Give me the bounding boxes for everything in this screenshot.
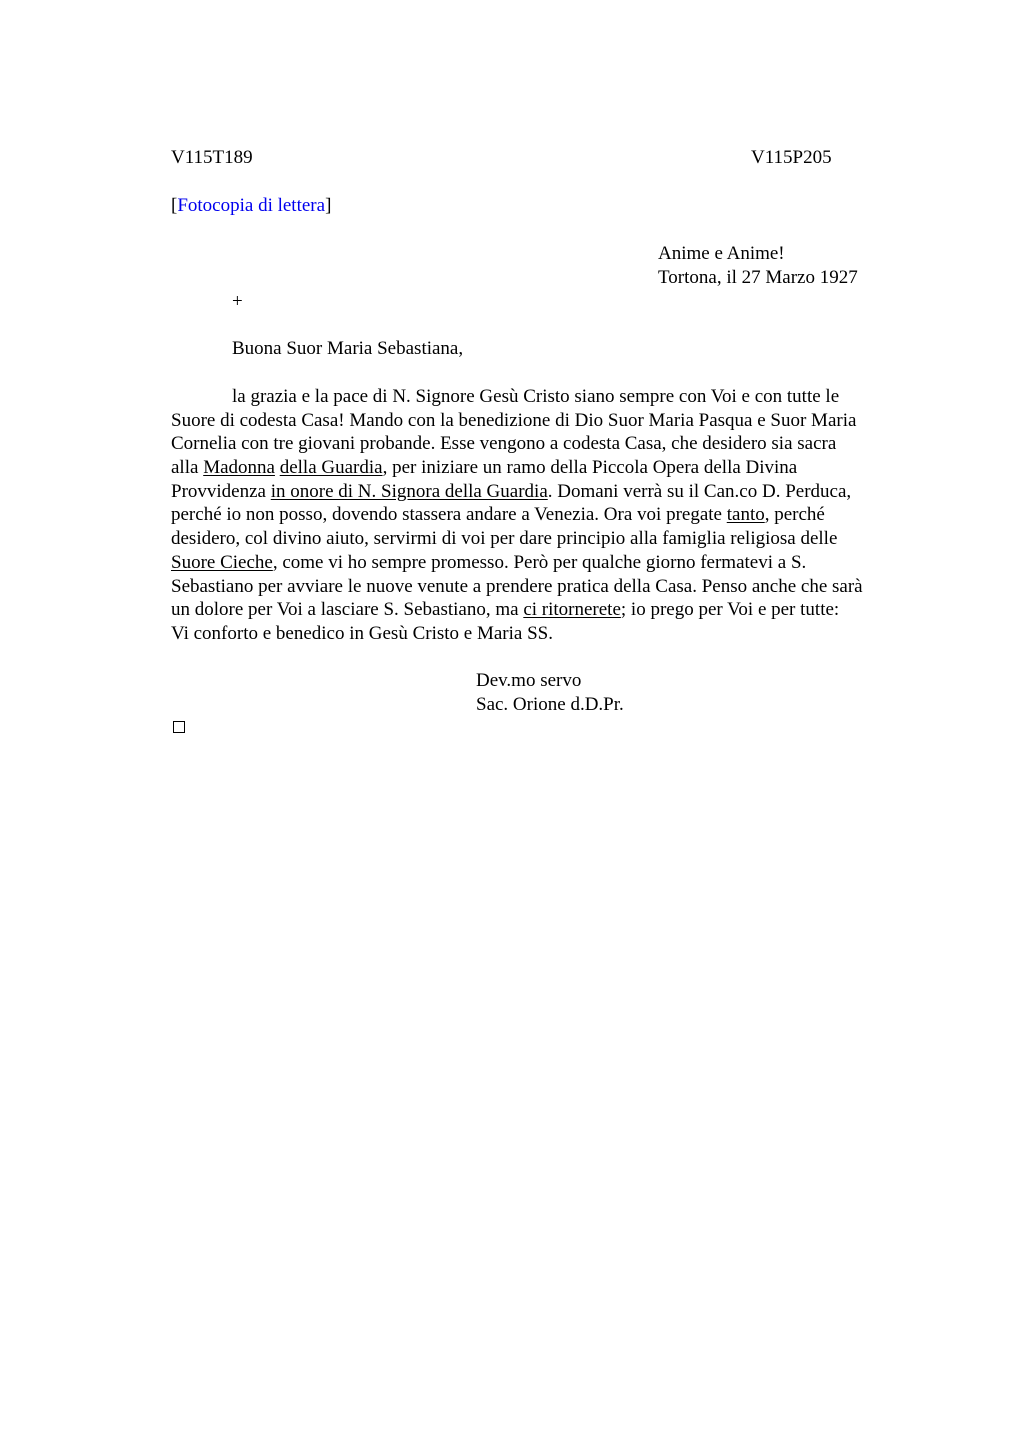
body-text: un dolore per Voi a lasciare S. Sebastiano, ma	[171, 599, 524, 621]
note-close-bracket: ]	[325, 195, 332, 216]
signature: Sac. Orione d.D.Pr.	[476, 694, 624, 715]
underlined-text: della Guardia	[279, 457, 383, 479]
body-text: alla	[171, 457, 204, 479]
body-line	[171, 503, 931, 527]
body-line	[171, 527, 931, 551]
body-line	[171, 622, 931, 646]
body-line	[171, 598, 931, 622]
underlined-text: ci ritornerete	[523, 599, 621, 621]
body-text: desidero, col divino aiuto, servirmi di voi per dare principio alla famiglia religiosa delle	[171, 528, 838, 550]
reference-code-right: V115P205	[751, 147, 832, 168]
underlined-text: in onore di N. Signora della Guardia	[270, 480, 548, 502]
underlined-text: Suore Cieche	[171, 551, 273, 573]
body-text: perché io non posso, dovendo stassera andare a Venezia. Ora voi pregate	[171, 504, 727, 526]
motto: Anime e Anime!	[658, 243, 785, 264]
body-text: Vi conforto e benedico in Gesù Cristo e Maria SS.	[171, 622, 553, 644]
body-line	[171, 432, 931, 456]
note-link[interactable]: Fotocopia di lettera	[177, 195, 326, 216]
body-text: . Domani verrà su il Can.co D. Perduca,	[547, 480, 852, 502]
body-text: , come vi ho sempre promesso. Però per qualche giorno fermatevi a S.	[272, 551, 807, 573]
closing: Dev.mo servo	[476, 670, 582, 691]
body-text: , perché	[764, 504, 825, 526]
body-text: Provvidenza	[171, 480, 271, 502]
salutation: Buona Suor Maria Sebastiana,	[232, 338, 464, 359]
body-line	[171, 456, 931, 480]
body-line	[171, 480, 931, 504]
body-text: , per iniziare un ramo della Piccola Opera della Divina	[382, 457, 798, 479]
square-outline-icon	[173, 721, 185, 733]
underlined-text: Madonna	[203, 457, 275, 479]
body-text: Suore di codesta Casa! Mando con la benedizione di Dio Suor Maria Pasqua e Suor Maria	[171, 409, 857, 431]
body-line	[171, 575, 931, 599]
body-text: ; io prego per Voi e per tutte:	[620, 599, 840, 621]
document-note	[171, 194, 331, 218]
body-line	[171, 551, 931, 575]
cross-symbol: +	[232, 291, 243, 312]
body-text: la grazia e la pace di N. Signore Gesù Cristo siano sempre con Voi e con tutte le	[232, 386, 840, 407]
place-date: Tortona, il 27 Marzo 1927	[658, 267, 858, 288]
note-open-bracket: [	[171, 195, 178, 216]
body-line	[171, 409, 931, 433]
underlined-text: tanto	[726, 504, 765, 526]
reference-code-left: V115T189	[171, 147, 253, 168]
body-text: Cornelia con tre giovani probande. Esse vengono a codesta Casa, che desidero sia sacra	[171, 433, 837, 455]
letter-body	[171, 385, 931, 646]
body-line	[171, 385, 931, 409]
body-text: Sebastiano per avviare le nuove venute a prendere pratica della Casa. Penso anche che sarà	[171, 575, 863, 597]
